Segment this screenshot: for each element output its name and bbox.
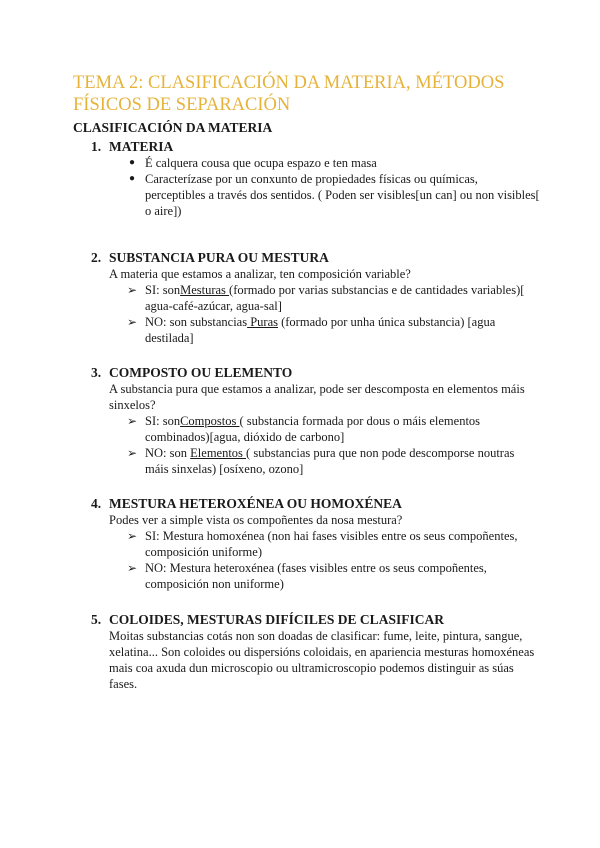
arrow-icon: ➢ (127, 414, 138, 428)
list-item (91, 445, 541, 477)
section-number: 5. (91, 612, 102, 627)
section-intro: Podes ver a simple vista os compoñentes da nosa mestura? (109, 513, 403, 527)
section-intro: A materia que estamos a analizar, ten composición variable? (109, 267, 411, 281)
underlined-term: Elementos (190, 446, 247, 460)
list-item (91, 314, 541, 346)
section-heading (91, 364, 541, 381)
arrow-list (91, 413, 541, 477)
list-item-text: Caracterízase por un conxunto de propiedades físicas ou químicas, perceptibles a través dos sentidos. ( Poden ser visibles[un can] ou non visibles[ o aire]) (145, 172, 540, 218)
main-heading: CLASIFICACIÓN DA MATERIA (73, 120, 273, 135)
section-title: COMPOSTO OU ELEMENTO (109, 365, 293, 380)
item-text: (formado por varias substancias e de cantidades variables)[ agua-café-azúcar, agua-sal] (145, 283, 525, 313)
document-title: TEMA 2: CLASIFICACIÓN DA MATERIA, MÉTODOS FÍSICOS DE SEPARACIÓN (73, 73, 505, 115)
section-heading (91, 611, 541, 628)
underlined-term: Puras (247, 315, 278, 329)
item-text: (formado por unha única substancia) [agua destilada] (145, 315, 496, 345)
item-text: SI: Mestura homoxénea (non hai fases visibles entre os seus compoñentes, composición uniforme) (145, 529, 518, 559)
section-number: 2. (91, 250, 102, 265)
bullet-list (91, 155, 541, 219)
section-heading (91, 249, 541, 266)
item-prefix: NO: son substancias (145, 315, 248, 329)
section-substancia-pura (91, 249, 541, 346)
section-materia (91, 138, 541, 219)
section-coloides (91, 611, 541, 692)
section-intro: Moitas substancias cotás non son doadas de clasificar: fume, leite, pintura, sangue, xelatina... Son coloides ou dispersións coloidais, en apariencia mesturas homoxéneas mais coa axuda dun microscopio ou ultramicroscopio podemos distinguir as súas fases. (109, 629, 535, 691)
item-text: ( substancias pura que non pode descomporse noutras máis sinxelas) [osíxeno, ozono] (145, 446, 515, 476)
list-item-text: É calquera cousa que ocupa espazo e ten masa (145, 156, 377, 170)
arrow-icon: ➢ (127, 446, 138, 460)
section-title: MATERIA (109, 139, 174, 154)
section-number: 1. (91, 139, 102, 154)
arrow-icon: ➢ (127, 561, 138, 575)
section-composto (91, 364, 541, 477)
section-number: 3. (91, 365, 102, 380)
list-item (91, 282, 541, 314)
section-mestura-heteroxenea (91, 495, 541, 592)
underlined-term: Compostos (180, 414, 240, 428)
arrow-icon: ➢ (127, 529, 138, 543)
bullet-icon: ● (129, 157, 136, 168)
section-title: MESTURA HETEROXÉNEA OU HOMOXÉNEA (109, 496, 402, 511)
arrow-list (91, 282, 541, 346)
list-item (91, 171, 541, 219)
item-prefix: SI: son (145, 414, 181, 428)
arrow-list (91, 528, 541, 592)
list-item (91, 560, 541, 592)
item-text: NO: Mestura heteroxénea (fases visibles entre os seus compoñentes, composición non uniforme) (145, 561, 487, 591)
section-heading (91, 495, 541, 512)
bullet-icon: ● (129, 173, 136, 184)
list-item (91, 155, 541, 171)
section-title: COLOIDES, MESTURAS DIFÍCILES DE CLASIFICAR (109, 612, 444, 627)
list-item (91, 528, 541, 560)
section-number: 4. (91, 496, 102, 511)
section-heading (91, 138, 541, 155)
list-item (91, 413, 541, 445)
section-intro: A substancia pura que estamos a analizar, pode ser descomposta en elementos máis sinxelos? (109, 382, 525, 412)
item-text: ( substancia formada por dous o máis elementos combinados)[agua, dióxido de carbono] (145, 414, 481, 444)
item-prefix: SI: son (145, 283, 181, 297)
section-title: SUBSTANCIA PURA OU MESTURA (109, 250, 329, 265)
underlined-term: Mesturas (180, 283, 230, 297)
item-prefix: NO: son (145, 446, 191, 460)
arrow-icon: ➢ (127, 315, 138, 329)
arrow-icon: ➢ (127, 283, 138, 297)
